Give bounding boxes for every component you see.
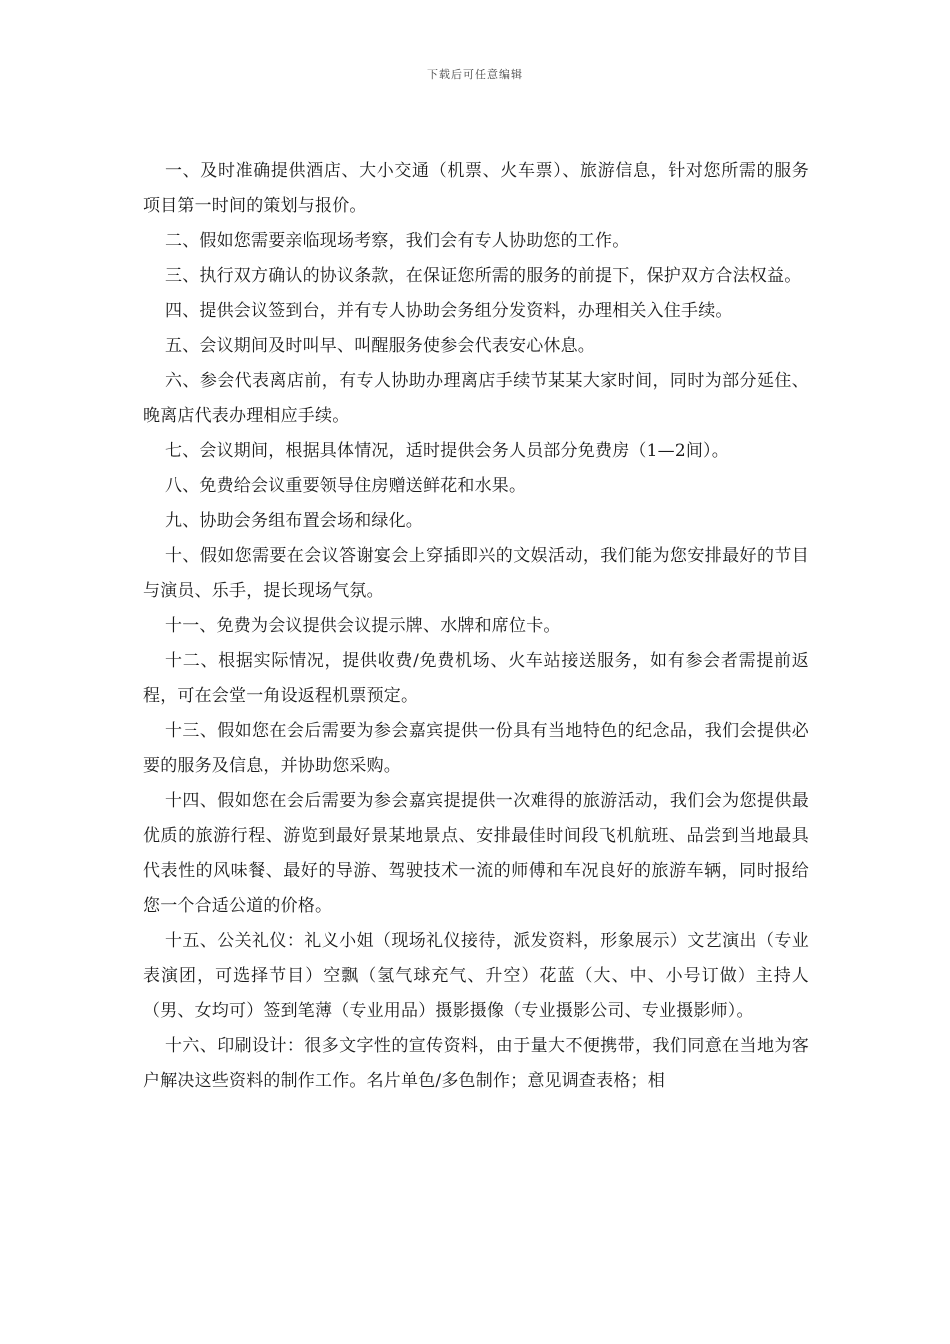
paragraph-item-15: 十五、公关礼仪：礼义小姐（现场礼仪接待，派发资料，形象展示）文艺演出（专业表演团，可选择节目）空飘（氢气球充气、升空）花蓝（大、中、小号订做）主持人（男、女均可）签到笔薄（专业用品）摄影摄像（专业摄影公司、专业摄影师）。: [143, 931, 809, 1021]
paragraph-item-16: 十六、印刷设计：很多文字性的宣传资料，由于量大不便携带，我们同意在当地为客户解决这些资料的制作工作。名片单色/多色制作；意见调查表格；相: [143, 1036, 809, 1091]
paragraph-item-11: 十一、免费为会议提供会议提示牌、水牌和席位卡。: [165, 616, 561, 636]
paragraph-item-7: 七、会议期间，根据具体情况，适时提供会务人员部分免费房（1—2间）。: [165, 441, 729, 461]
paragraph-item-9: 九、协助会务组布置会场和绿化。: [165, 511, 423, 531]
paragraph-item-12: 十二、根据实际情况，提供收费/免费机场、火车站接送服务，如有参会者需提前返程，可在会堂一角设返程机票预定。: [143, 651, 809, 706]
paragraph-item-3: 三、执行双方确认的协议条款，在保证您所需的服务的前提下，保护双方合法权益。: [165, 266, 802, 286]
document-body: [143, 154, 809, 1099]
paragraph-item-6: 六、参会代表离店前，有专人协助办理离店手续节某某大家时间，同时为部分延住、晚离店代表办理相应手续。: [143, 371, 809, 426]
paragraph-item-8: 八、免费给会议重要领导住房赠送鲜花和水果。: [165, 476, 527, 496]
paragraph-item-13: 十三、假如您在会后需要为参会嘉宾提供一份具有当地特色的纪念品，我们会提供必要的服务及信息，并协助您采购。: [143, 721, 809, 776]
page-header: 下载后可任意编辑: [427, 68, 523, 81]
paragraph-item-1: 一、及时准确提供酒店、大小交通（机票、火车票）、旅游信息，针对您所需的服务项目第一时间的策划与报价。: [143, 161, 809, 216]
paragraph-item-14: 十四、假如您在会后需要为参会嘉宾提提供一次难得的旅游活动，我们会为您提供最优质的旅游行程、游览到最好景某地景点、安排最佳时间段飞机航班、品尝到当地最具代表性的风味餐、最好的导游、驾驶技术一流的师傅和车况良好的旅游车辆，同时报给您一个合适公道的价格。: [143, 791, 809, 916]
paragraph-item-4: 四、提供会议签到台，并有专人协助会务组分发资料，办理相关入住手续。: [165, 301, 733, 321]
paragraph-item-10: 十、假如您需要在会议答谢宴会上穿插即兴的文娱活动，我们能为您安排最好的节目与演员、乐手，提长现场气氛。: [143, 546, 809, 601]
paragraph-item-5: 五、会议期间及时叫早、叫醒服务使参会代表安心休息。: [165, 336, 595, 356]
paragraph-item-2: 二、假如您需要亲临现场考察，我们会有专人协助您的工作。: [165, 231, 630, 251]
